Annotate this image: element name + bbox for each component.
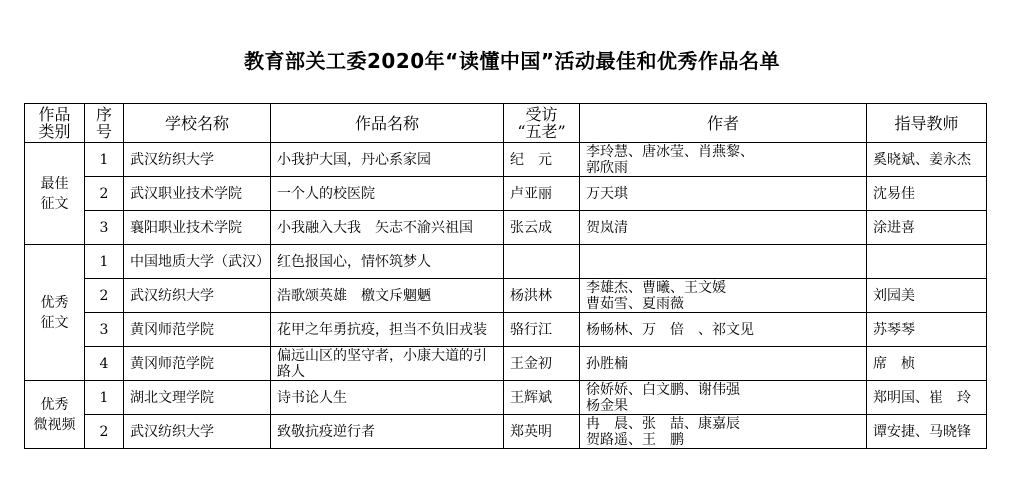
- school-cell: 武汉纺织大学: [124, 279, 271, 313]
- school-cell: 湖北文理学院: [124, 381, 271, 415]
- header-author: 作者: [580, 104, 867, 143]
- elder-cell: 王辉斌: [504, 381, 580, 415]
- work-cell: 小我融入大我 矢志不渝兴祖国: [271, 211, 504, 245]
- header-category: 作品 类别: [25, 104, 85, 143]
- header-work: 作品名称: [271, 104, 504, 143]
- table-row: [25, 279, 987, 313]
- elder-cell: 卢亚丽: [504, 177, 580, 211]
- author-cell: 孙胜楠: [580, 347, 867, 381]
- teacher-cell: 苏琴琴: [867, 313, 987, 347]
- table-row: [25, 245, 987, 279]
- seq-cell: 3: [85, 313, 124, 347]
- seq-cell: 1: [85, 143, 124, 177]
- awards-table: [24, 103, 987, 449]
- school-cell: 武汉纺织大学: [124, 415, 271, 449]
- elder-cell: 郑英明: [504, 415, 580, 449]
- teacher-cell: 席 桢: [867, 347, 987, 381]
- work-cell: 致敬抗疫逆行者: [271, 415, 504, 449]
- header-row: [25, 104, 987, 143]
- author-cell: 贺岚清: [580, 211, 867, 245]
- teacher-cell: 奚晓斌、姜永杰: [867, 143, 987, 177]
- author-cell: 李雄杰、曹曦、王文媛 曹茹雪、夏雨薇: [580, 279, 867, 313]
- teacher-cell: 谭安捷、马晓锋: [867, 415, 987, 449]
- seq-cell: 1: [85, 381, 124, 415]
- elder-cell: 骆行江: [504, 313, 580, 347]
- header-teacher: 指导教师: [867, 104, 987, 143]
- teacher-cell: 沈易佳: [867, 177, 987, 211]
- work-cell: 一个人的校医院: [271, 177, 504, 211]
- work-cell: 花甲之年勇抗疫，担当不负旧戎装: [271, 313, 504, 347]
- table-row: [25, 143, 987, 177]
- page-title: 教育部关工委2020年“读懂中国”活动最佳和优秀作品名单: [244, 49, 780, 73]
- author-cell: 万天琪: [580, 177, 867, 211]
- seq-cell: 2: [85, 177, 124, 211]
- table-row: [25, 211, 987, 245]
- header-seq: 序 号: [85, 104, 124, 143]
- work-cell: 红色报国心，情怀筑梦人: [271, 245, 504, 279]
- elder-cell: 王金初: [504, 347, 580, 381]
- author-cell: 李玲慧、唐冰莹、肖燕黎、 郭欣雨: [580, 143, 867, 177]
- school-cell: 武汉纺织大学: [124, 143, 271, 177]
- category-cell: 优秀 征文: [25, 245, 85, 381]
- table-row: [25, 415, 987, 449]
- school-cell: 武汉职业技术学院: [124, 177, 271, 211]
- author-cell: 徐娇娇、白文鹏、谢伟强 杨金果: [580, 381, 867, 415]
- seq-cell: 2: [85, 279, 124, 313]
- school-cell: 襄阳职业技术学院: [124, 211, 271, 245]
- author-cell: [580, 245, 867, 279]
- work-cell: 诗书论人生: [271, 381, 504, 415]
- seq-cell: 3: [85, 211, 124, 245]
- author-cell: 冉 晨、张 喆、康嘉辰 贺路遥、王 鹏: [580, 415, 867, 449]
- header-elder: 受访 “五老”: [504, 104, 580, 143]
- table-row: [25, 347, 987, 381]
- header-school: 学校名称: [124, 104, 271, 143]
- table-row: [25, 313, 987, 347]
- teacher-cell: [867, 245, 987, 279]
- teacher-cell: 刘园美: [867, 279, 987, 313]
- table-row: [25, 177, 987, 211]
- teacher-cell: 郑明国、崔 玲: [867, 381, 987, 415]
- elder-cell: 杨洪林: [504, 279, 580, 313]
- work-cell: 浩歌颂英雄 檄文斥魍魉: [271, 279, 504, 313]
- category-cell: 最佳 征文: [25, 143, 85, 245]
- elder-cell: 张云成: [504, 211, 580, 245]
- work-cell: 小我护大国，丹心系家园: [271, 143, 504, 177]
- seq-cell: 1: [85, 245, 124, 279]
- author-cell: 杨畅林、万 倍 、祁文见: [580, 313, 867, 347]
- seq-cell: 4: [85, 347, 124, 381]
- school-cell: 黄冈师范学院: [124, 347, 271, 381]
- school-cell: 黄冈师范学院: [124, 313, 271, 347]
- category-cell: 优秀 微视频: [25, 381, 85, 449]
- seq-cell: 2: [85, 415, 124, 449]
- table-row: [25, 381, 987, 415]
- elder-cell: 纪 元: [504, 143, 580, 177]
- elder-cell: [504, 245, 580, 279]
- teacher-cell: 涂进喜: [867, 211, 987, 245]
- work-cell: 偏远山区的坚守者，小康大道的引路人: [271, 347, 504, 381]
- school-cell: 中国地质大学（武汉）: [124, 245, 271, 279]
